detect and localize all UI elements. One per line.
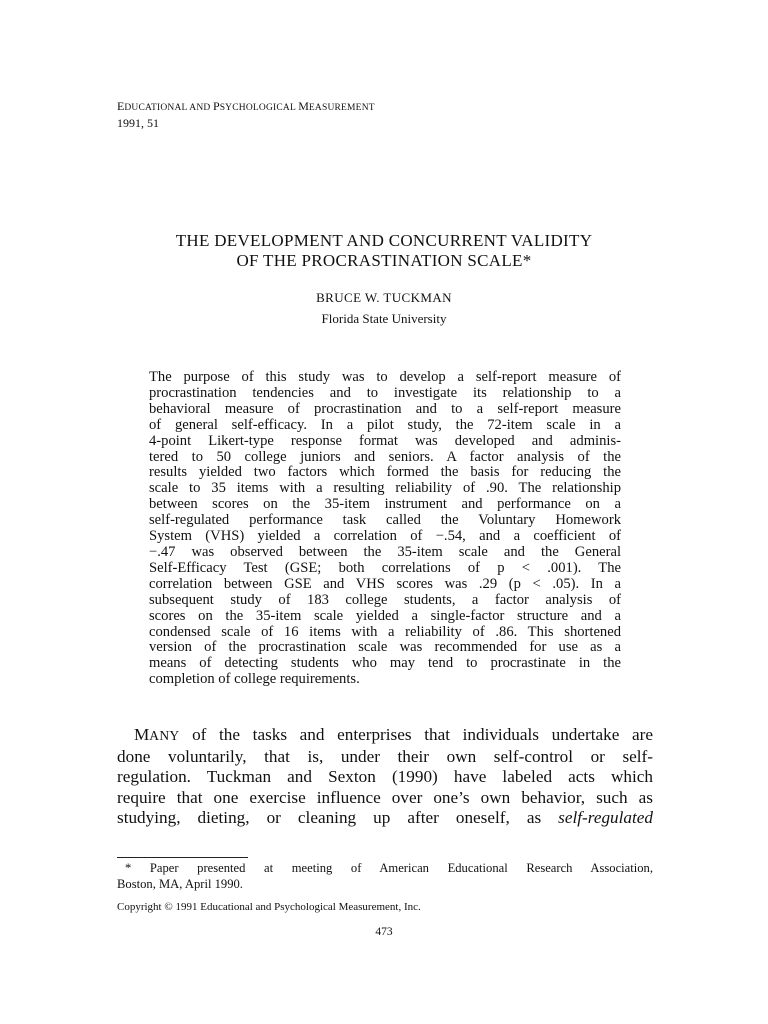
abstract-line: The purpose of this study was to develop a self-report measure of <box>149 369 621 385</box>
abstract-line: results yielded two factors which formed the basis for reducing the <box>149 464 621 481</box>
abstract-line: between scores on the 35-item instrument and performance on a <box>149 496 621 513</box>
italic-term: self-regulated <box>558 808 653 827</box>
footnote-line: Boston, MA, April 1990. <box>117 877 243 891</box>
footnote-line: * Paper presented at meeting of American Educational Research Association, <box>125 861 653 875</box>
abstract <box>149 370 621 688</box>
abstract-line: procrastination tendencies and to investigate its relationship to a <box>149 384 621 401</box>
paper-title-line-2: OF THE PROCRASTINATION SCALE* <box>236 251 532 270</box>
body-line: MANY of the tasks and enterprises that individuals undertake are <box>134 725 653 744</box>
body-line: studying, dieting, or cleaning up after oneself, as self-regulated <box>117 808 653 827</box>
page-number: 473 <box>375 926 393 938</box>
abstract-line: subsequent study of 183 college students, a factor analysis of <box>149 591 621 608</box>
footnote <box>117 860 653 892</box>
abstract-line: System (VHS) yielded a correlation of −.54, and a coefficient of <box>149 528 621 545</box>
footnote-divider <box>117 857 248 858</box>
paper-title-line-1: THE DEVELOPMENT AND CONCURRENT VALIDITY <box>175 231 593 250</box>
abstract-line: version of the procrastination scale was recommended for use as a <box>149 639 621 656</box>
journal-header <box>117 99 375 131</box>
body-paragraph <box>117 725 653 829</box>
abstract-line: behavioral measure of procrastination and to a self-report measure <box>149 400 621 417</box>
body-line: regulation. Tuckman and Sexton (1990) have labeled acts which <box>117 767 653 786</box>
abstract-line: scale to 35 items with a resulting reliability of .90. The relationship <box>149 480 621 497</box>
abstract-line: 4-point Likert-type response format was developed and adminis- <box>149 432 621 449</box>
abstract-line: self-regulated performance task called the Voluntary Homework <box>149 512 621 529</box>
abstract-line: completion of college requirements. <box>149 671 360 688</box>
drop-lead-initial: M <box>134 725 150 744</box>
author-name: BRUCE W. TUCKMAN <box>316 290 452 305</box>
journal-volume: 1991, 51 <box>117 116 159 130</box>
abstract-line: correlation between GSE and VHS scores was .29 (p < .05). In a <box>149 575 621 592</box>
abstract-line: tered to 50 college juniors and seniors. A factor analysis of the <box>149 448 621 465</box>
journal-name: EDUCATIONAL AND PSYCHOLOGICAL MEASUREMENT <box>117 99 375 113</box>
body-line: done voluntarily, that is, under their own self-control or self- <box>117 746 653 766</box>
author-affiliation: Florida State University <box>321 311 447 326</box>
abstract-line: condensed scale of 16 items with a reliability of .86. This shortened <box>149 623 621 640</box>
copyright-notice: Copyright © 1991 Educational and Psychological Measurement, Inc. <box>117 901 421 913</box>
abstract-line: means of detecting students who may tend to procrastinate in the <box>149 655 621 672</box>
abstract-line: Self-Efficacy Test (GSE; both correlations of p < .001). The <box>149 559 621 576</box>
abstract-line: of general self-efficacy. In a pilot study, the 72-item scale in a <box>149 416 621 433</box>
drop-lead-rest: ANY <box>149 728 180 743</box>
abstract-line: −.47 was observed between the 35-item scale and the General <box>149 543 621 560</box>
paper-title <box>100 231 668 271</box>
body-line: require that one exercise influence over one’s own behavior, such as <box>117 787 653 807</box>
abstract-line: scores on the 35-item scale yielded a single-factor structure and a <box>149 607 621 624</box>
